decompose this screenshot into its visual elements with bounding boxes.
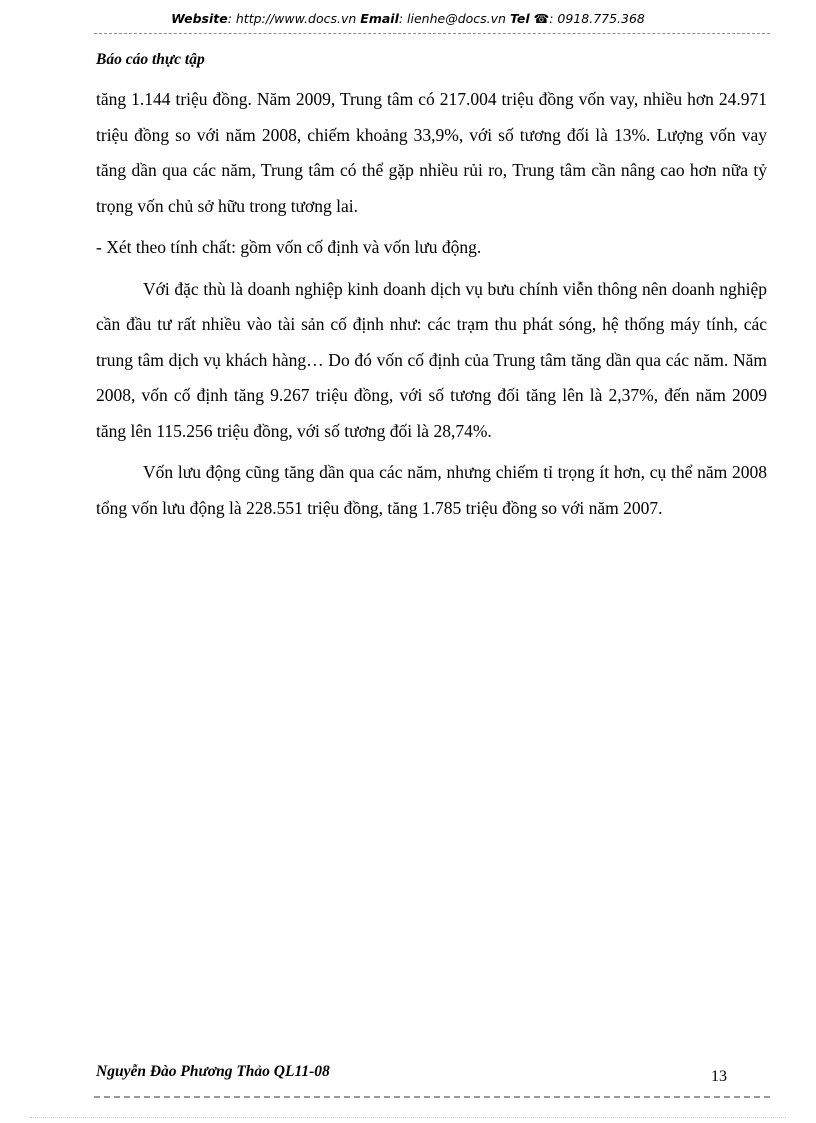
page-number: 13 (711, 1068, 727, 1085)
paragraph: Vốn lưu động cũng tăng dần qua các năm, nhưng chiếm tỉ trọng ít hơn, cụ thể năm 2008 tổng vốn lưu động là 228.551 triệu đồng, tăng 1.785 triệu đồng so với năm 2007. (96, 462, 767, 518)
page-edge (30, 1117, 786, 1118)
report-label: Báo cáo thực tập (96, 51, 205, 68)
footer-divider (94, 1096, 770, 1098)
website-label: Website (171, 11, 228, 26)
website-value: : http://www.docs.vn (227, 11, 357, 26)
footer-author: Nguyễn Đào Phương Thảo QL11-08 (96, 1063, 330, 1080)
email-value: : lienhe@docs.vn (398, 11, 506, 26)
document-body (96, 82, 767, 526)
header-divider (94, 33, 770, 34)
paragraph: Với đặc thù là doanh nghiệp kinh doanh dịch vụ bưu chính viễn thông nên doanh nghiệp cần đầu tư rất nhiều vào tài sản cố định như: các trạm thu phát sóng, hệ thống máy tính, các trung tâm dịch vụ khách hàng… Do đó vốn cố định của Trung tâm tăng dần qua các năm. Năm 2008, vốn cố định tăng 9.267 triệu đồng, với số tương đối tăng lên là 2,37%, đến năm 2009 tăng lên 115.256 triệu đồng, với số tương đối là 28,74%. (96, 278, 767, 441)
tel-value: : 0918.775.368 (549, 11, 645, 26)
phone-icon: ☎ (533, 11, 550, 26)
paragraph: - Xét theo tính chất: gồm vốn cố định và vốn lưu động. (96, 237, 482, 257)
paragraph: tăng 1.144 triệu đồng. Năm 2009, Trung tâm có 217.004 triệu đồng vốn vay, nhiều hơn 24.971 triệu đồng so với năm 2008, chiếm khoảng 33,9%, với số tương đối là 13%. Lượng vốn vay tăng dần qua các năm, Trung tâm có thể gặp nhiều rủi ro, Trung tâm cần nâng cao hơn nữa tỷ trọng vốn chủ sở hữu trong tương lai. (96, 89, 767, 216)
page-header (0, 11, 816, 26)
email-label: Email (360, 11, 399, 26)
tel-label: Tel (509, 11, 530, 26)
